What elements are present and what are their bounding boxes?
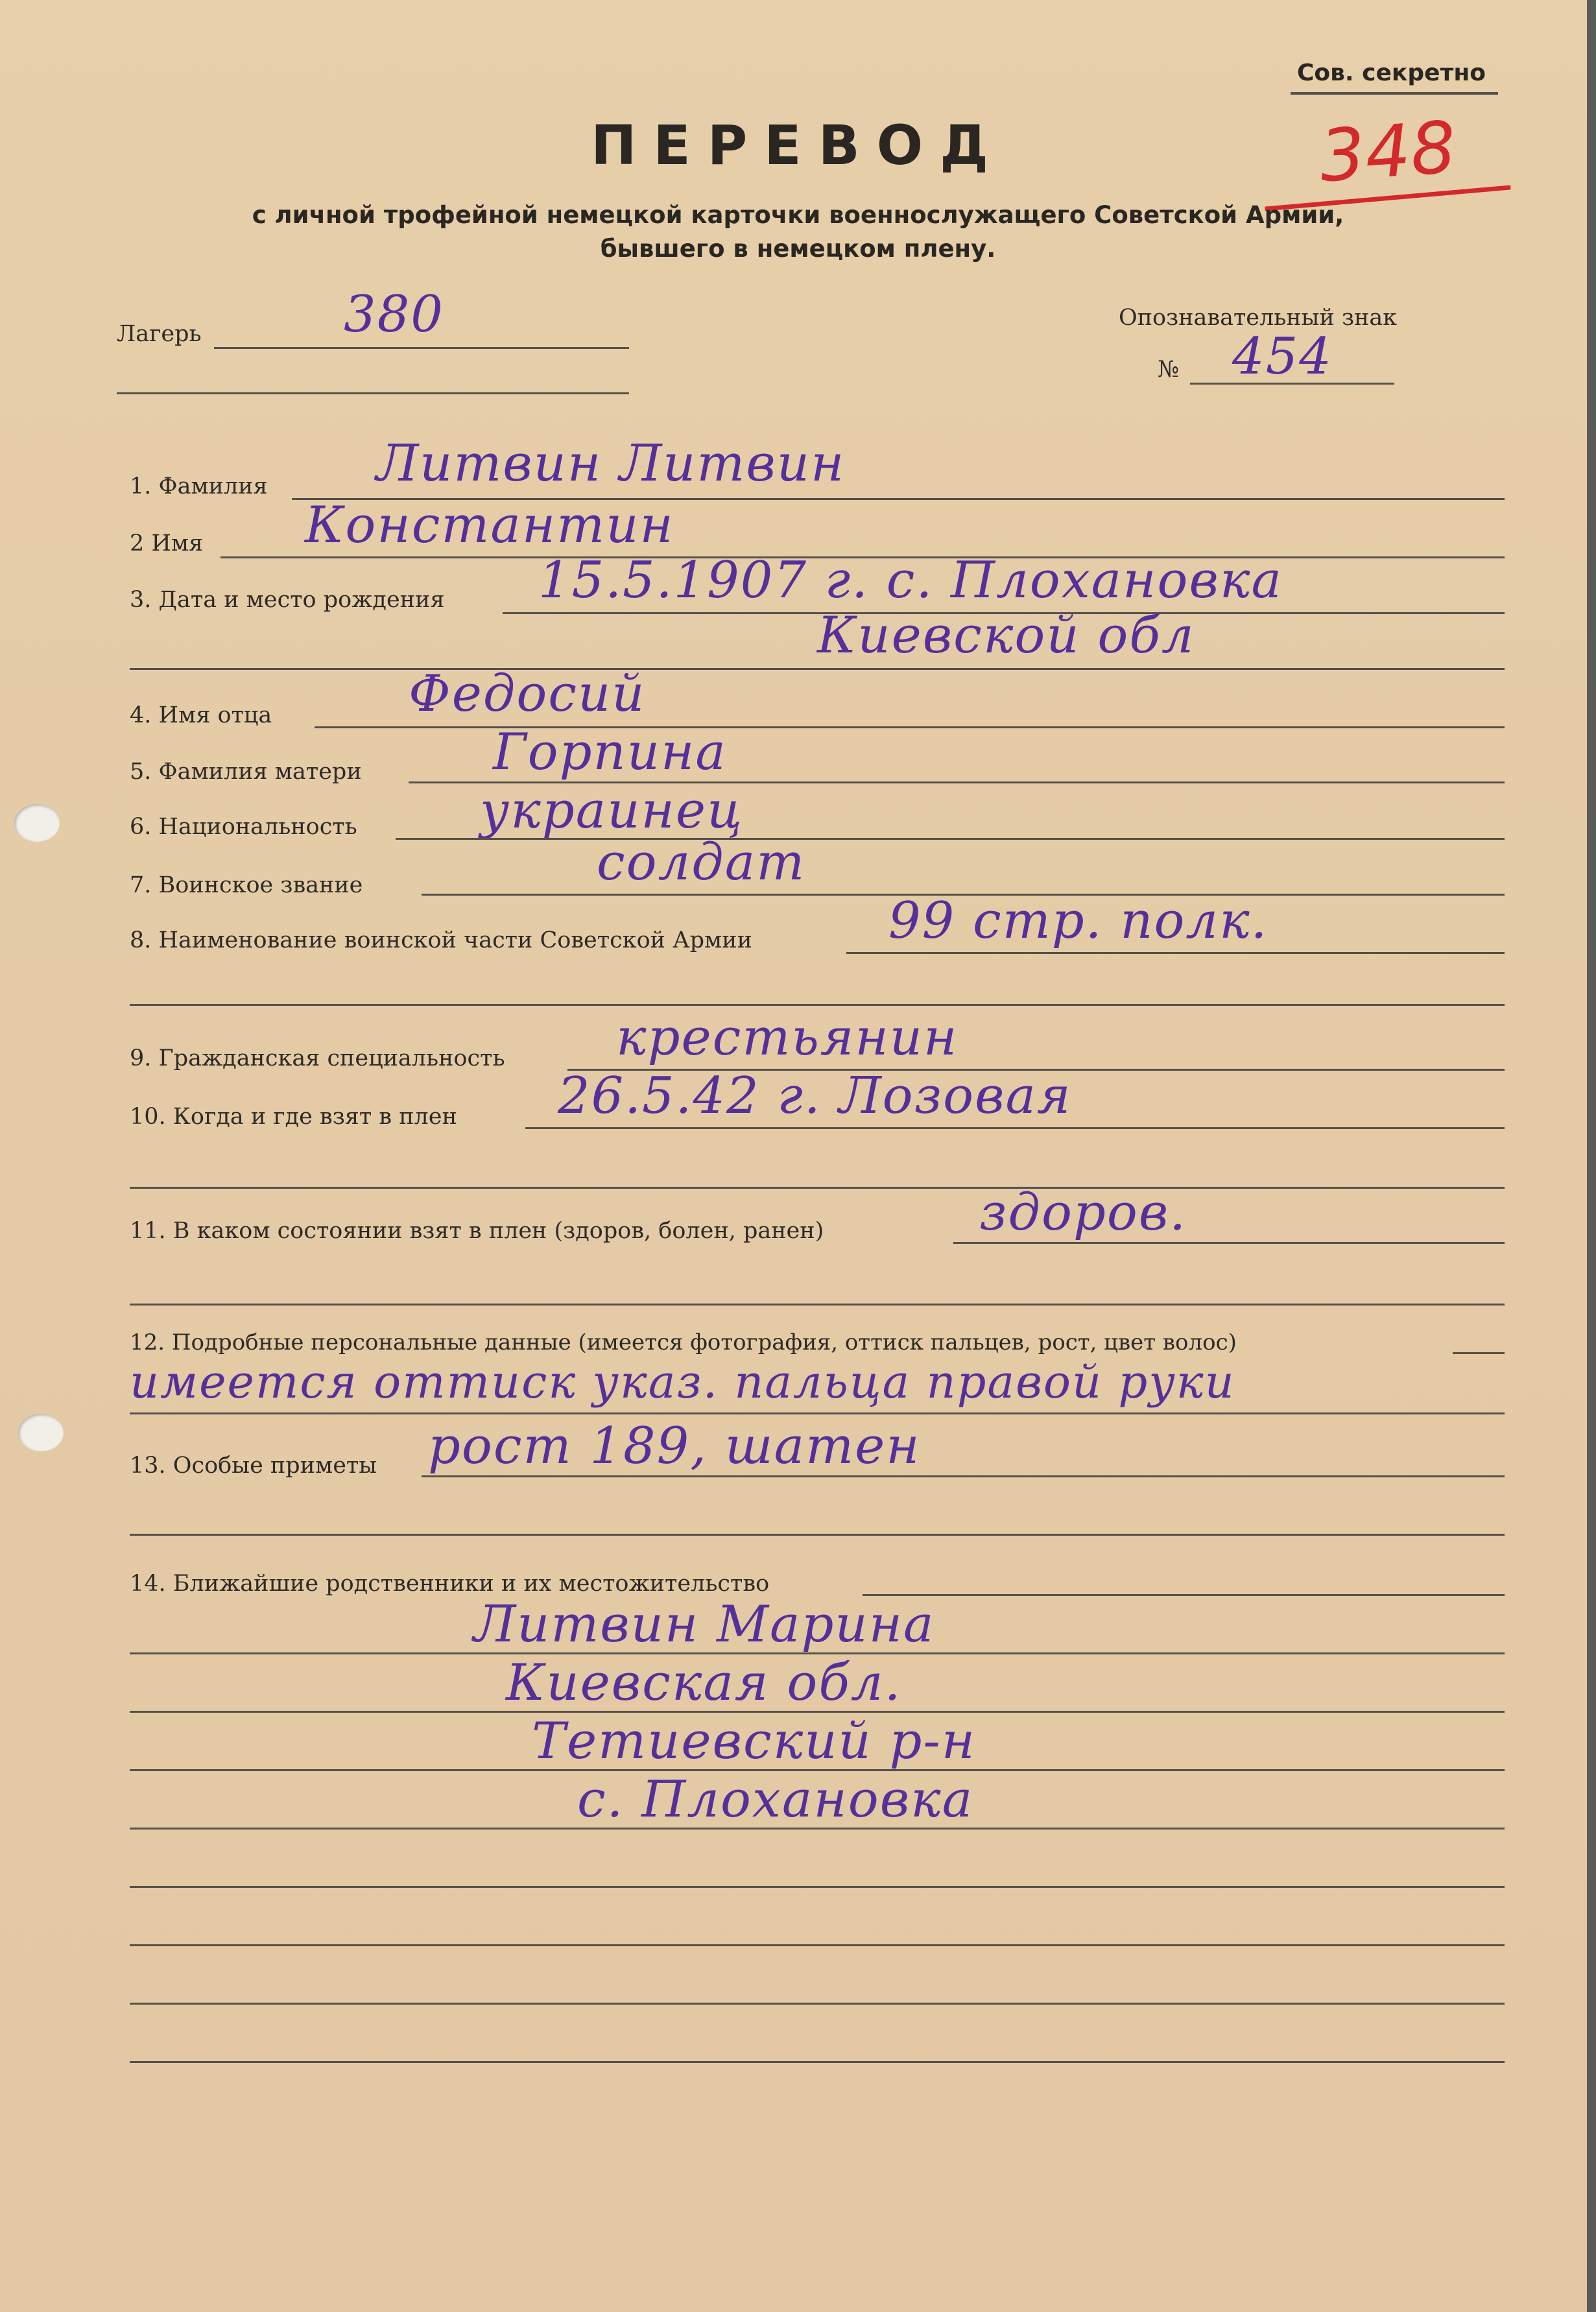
birth-line-2 — [130, 668, 1505, 670]
relatives-rule-8 — [130, 2061, 1505, 2063]
document-number: 348 — [1316, 105, 1459, 198]
name-value: Константин — [305, 496, 674, 554]
punch-hole-lower — [18, 1414, 64, 1451]
scan-edge — [1587, 0, 1596, 2312]
surname-label: 1. Фамилия — [130, 473, 268, 499]
unit-value: 99 стр. полк. — [888, 892, 1268, 950]
captured-value: 26.5.42 г. Лозовая — [558, 1067, 1072, 1125]
marks-label: 13. Особые приметы — [130, 1453, 377, 1479]
relatives-rule-6 — [130, 1944, 1505, 1946]
personal-line-tail — [1453, 1352, 1505, 1354]
id-mark-value: 454 — [1232, 328, 1333, 386]
captured-line-2 — [130, 1187, 1505, 1189]
profession-value: крестьянин — [616, 1008, 959, 1067]
condition-line — [953, 1242, 1505, 1244]
personal-line — [130, 1412, 1505, 1414]
document-subtitle-1: с личной трофейной немецкой карточки военнослужащего Советской Армии, — [252, 201, 1344, 229]
condition-label: 11. В каком состоянии взят в плен (здоров, болен, ранен) — [130, 1218, 824, 1244]
unit-label: 8. Наименование воинской части Советской Армии — [130, 927, 752, 953]
relatives-label: 14. Ближайшие родственники и их местожительство — [130, 1571, 770, 1597]
camp-label: Лагерь — [117, 321, 202, 347]
father-value: Федосий — [409, 665, 646, 723]
document-subtitle-2: бывшего в немецком плену. — [600, 235, 996, 263]
birth-value: 15.5.1907 г. с. Плохановка — [538, 551, 1283, 610]
relatives-line-2: Киевская обл. — [506, 1654, 902, 1712]
nationality-value: украинец — [480, 781, 744, 840]
camp-value: 380 — [344, 285, 444, 344]
birth-label: 3. Дата и место рождения — [130, 587, 445, 613]
id-mark-line — [1190, 383, 1394, 385]
relatives-line-1: Литвин Марина — [473, 1595, 935, 1654]
mother-value: Горпина — [493, 723, 727, 781]
father-label: 4. Имя отца — [130, 702, 272, 728]
name-label: 2 Имя — [130, 530, 204, 556]
camp-line — [214, 347, 629, 349]
personal-label: 12. Подробные персональные данные (имеется фотография, оттиск пальцев, рост, цвет волос) — [130, 1329, 1237, 1355]
surname-value: Литвин Литвин — [376, 435, 846, 493]
profession-label: 9. Гражданская специальность — [130, 1045, 505, 1071]
secret-underline — [1291, 92, 1498, 95]
nationality-line — [396, 838, 1505, 840]
marks-line — [422, 1475, 1505, 1477]
punch-hole-upper — [14, 804, 60, 842]
rank-label: 7. Воинское звание — [130, 872, 363, 898]
id-mark-no-label: № — [1158, 357, 1180, 383]
captured-line — [525, 1127, 1505, 1129]
unit-line-2 — [130, 1004, 1505, 1006]
birth-value-2: Киевской обл — [817, 606, 1195, 665]
unit-line — [846, 952, 1505, 954]
relatives-line-3: Тетиевский р-н — [532, 1712, 977, 1770]
id-mark-label: Опознавательный знак — [1119, 305, 1398, 331]
camp-line-2 — [117, 392, 629, 394]
condition-value: здоров. — [979, 1184, 1187, 1242]
relatives-rule-7 — [130, 2003, 1505, 2005]
relatives-line-4: с. Плохановка — [577, 1770, 974, 1829]
personal-value: имеется оттиск указ. пальца правой руки — [130, 1355, 1235, 1409]
relatives-rule-5 — [130, 1886, 1505, 1888]
relatives-line — [863, 1594, 1505, 1596]
document-title: ПЕРЕВОД — [591, 113, 1005, 177]
mother-label: 5. Фамилия матери — [130, 759, 362, 785]
nationality-label: 6. Национальность — [130, 814, 357, 840]
marks-line-2 — [130, 1534, 1505, 1536]
rank-value: солдат — [597, 833, 806, 892]
captured-label: 10. Когда и где взят в плен — [130, 1104, 457, 1130]
secret-stamp: Сов. секретно — [1297, 60, 1486, 86]
condition-line-2 — [130, 1304, 1505, 1305]
marks-value: рост 189, шатен — [428, 1417, 921, 1475]
relatives-rule-4 — [130, 1828, 1505, 1829]
